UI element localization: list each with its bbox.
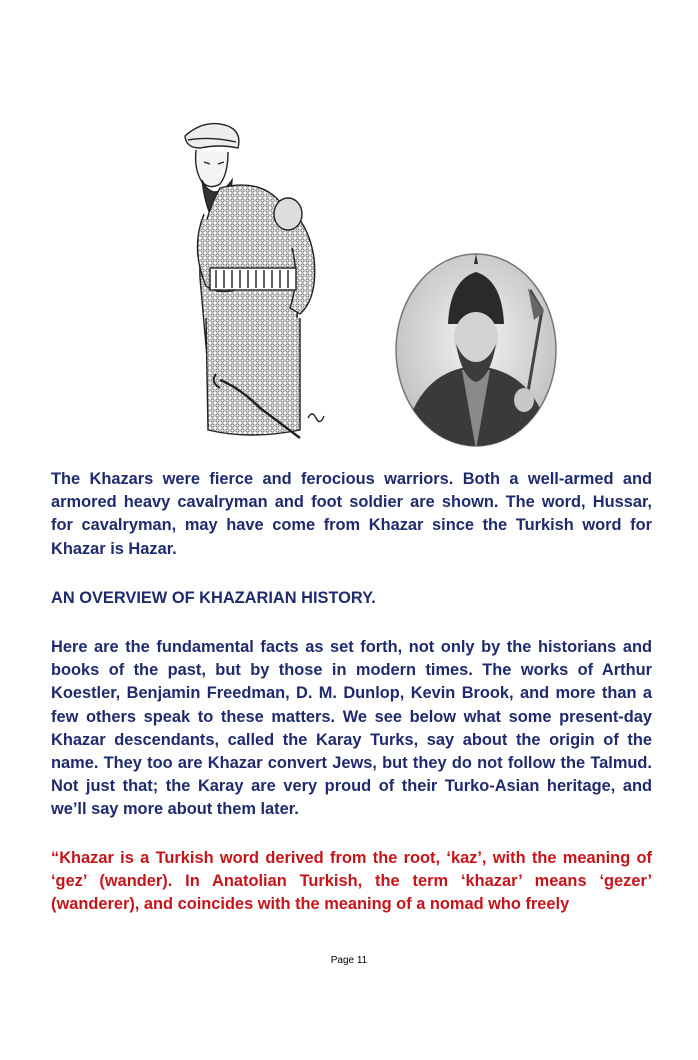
foot-soldier-illustration: [150, 118, 340, 448]
illustrations: [0, 0, 698, 450]
intro-paragraph: The Khazars were fierce and ferocious warriors. Both a well-armed and armored heavy cavalryman and foot soldier are shown. The word, Hussar, for cavalryman, may have come from Khazar since the Turkish word for Khazar is Hazar.: [51, 470, 652, 558]
quote-paragraph: “Khazar is a Turkish word derived from the root, ‘kaz’, with the meaning of ‘gez’ (wander). In Anatolian Turkish, the term ‘khazar’ means ‘gezer’ (wanderer), and coincides with the meaning of a nomad who freely: [51, 849, 652, 914]
cavalryman-portrait: [392, 250, 560, 450]
page-number: Page 11: [330, 955, 368, 966]
overview-paragraph: Here are the fundamental facts as set forth, not only by the historians and books of the past, but by those in modern times. The works of Arthur Koestler, Benjamin Freedman, D. M. Dunlop, Kevin Brook, and more than a few others speak to these matters. We see below what some present-day Khazar descendants, called the Karay Turks, say about the origin of the name. They too are Khazar convert Jews, but they do not follow the Talmud. Not just that; the Karay are very proud of their Turko-Asian heritage, and we’ll say more about them later.: [51, 638, 652, 819]
section-heading: AN OVERVIEW OF KHAZARIAN HISTORY.: [51, 589, 376, 607]
